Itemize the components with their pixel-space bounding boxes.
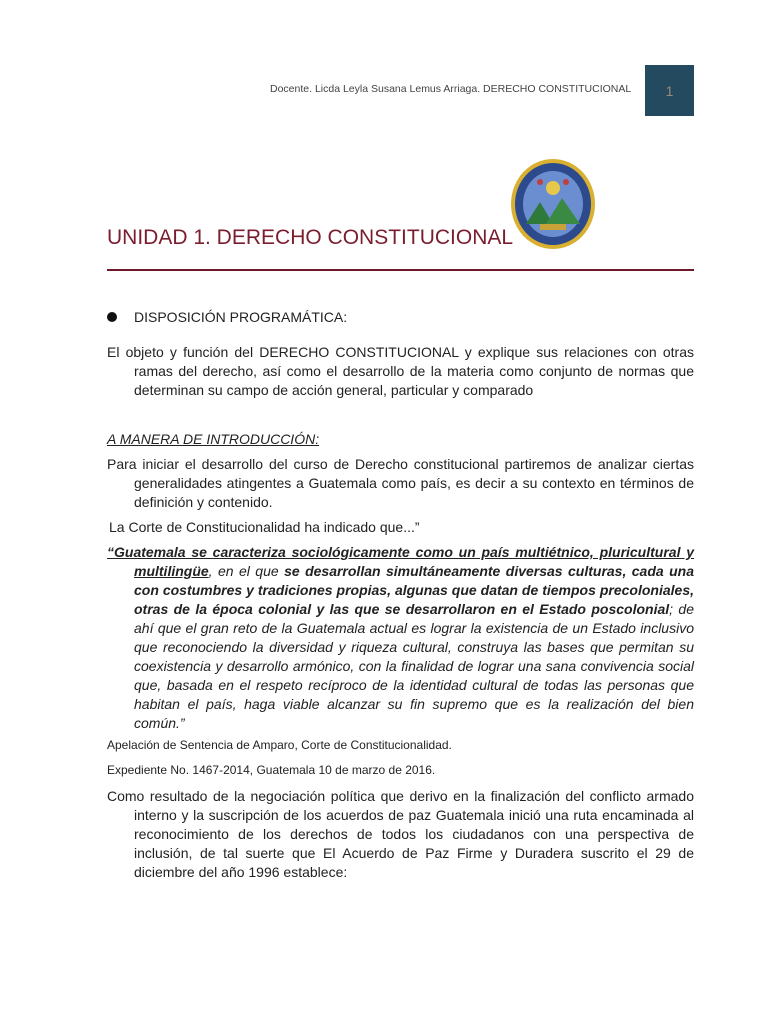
closing-paragraph: Como resultado de la negociación política que derivo en la finalización del conflicto armado interno y la suscripción de los acuerdos de paz Guatemala inició una ruta encaminada al reconocimiento de los derechos de todos los ciudadanos con una perspectiva de inclusión, de tal suerte que El Acuerdo de Paz Firme y Duradera suscrito el 29 de diciembre del año 1996 establece: — [107, 788, 694, 880]
bullet-icon — [107, 312, 117, 322]
page-title: UNIDAD 1. DERECHO CONSTITUCIONAL — [107, 226, 514, 249]
quote-part-3: se desarrollan simultáneamente diversas culturas, cada una con costumbres y tradiciones propias, algunas que datan de tiempos precoloniales, otras de la época colonial y las que se desarrollaron en el Estado poscolonial — [134, 563, 694, 617]
intro-paragraph: Para iniciar el desarrollo del curso de Derecho constitucional partiremos de analizar ciertas generalidades atingentes a Guatemala como país, es decir a su contexto en términos de definición y contenido. — [107, 456, 694, 510]
quote-part-1: “Guatemala se caracteriza sociológicamente como un país multiétnico, pluricultural y multilingüe — [107, 544, 694, 579]
page-header: Docente. Licda Leyla Susana Lemus Arriaga. DERECHO CONSTITUCIONAL — [270, 83, 632, 95]
citation-2: Expediente No. 1467-2014, Guatemala 10 de marzo de 2016. — [107, 763, 436, 777]
program-bullet — [107, 308, 694, 327]
intro-heading: A MANERA DE INTRODUCCIÓN: — [107, 431, 320, 447]
page-number: 1 — [645, 65, 694, 116]
document-body — [107, 308, 694, 882]
objective-paragraph: El objeto y función del DERECHO CONSTITUCIONAL y explique sus relaciones con otras ramas del derecho, así como el desarrollo de la materia como conjunto de normas que determinan su campo de acción general, particular y comparado — [107, 344, 694, 398]
quote-part-4: ; de ahí que el gran reto de la Guatemala actual es lograr la existencia de un Estado inclusivo que reconociendo la diversidad y riqueza cultural, construya las bases que permitan su coexistencia y desarrollo armónico, con la finalidad de lograr una sana convivencia social que, basada en el respeto recíproco de la identidad cultural de todas las personas que habitan el país, haga viable alcanzar su fin supremo que es la realización del bien común.” — [134, 601, 694, 731]
court-lead: La Corte de Constitucionalidad ha indicado que...” — [109, 519, 420, 535]
bullet-label: DISPOSICIÓN PROGRAMÁTICA: — [134, 309, 348, 325]
court-quote — [107, 543, 694, 733]
title-divider — [107, 269, 694, 271]
citation-1: Apelación de Sentencia de Amparo, Corte de Constitucionalidad. — [107, 738, 452, 752]
quote-part-2: , en el que — [208, 563, 285, 579]
